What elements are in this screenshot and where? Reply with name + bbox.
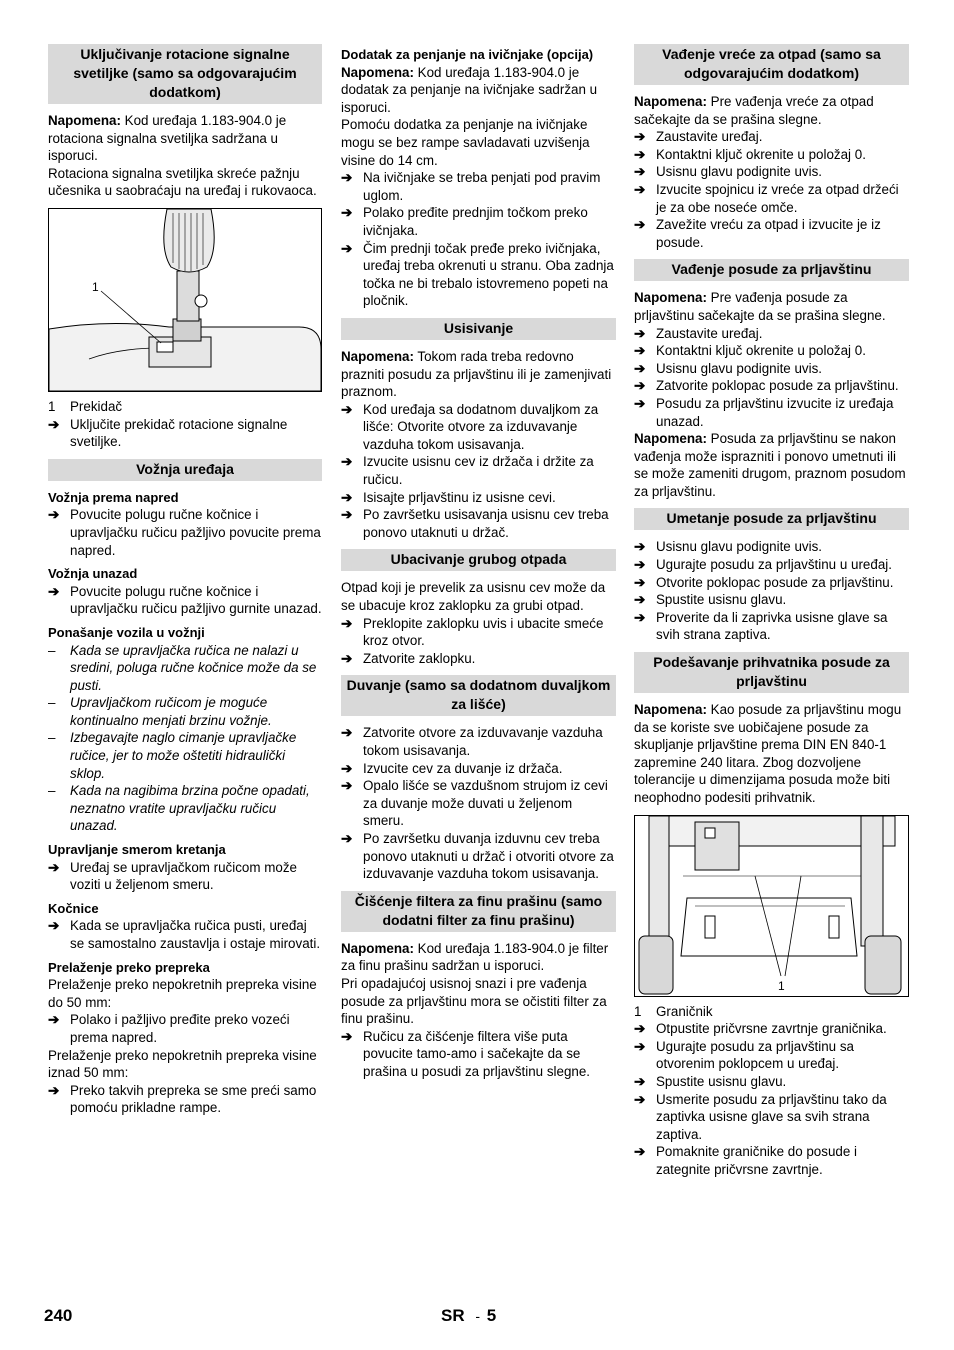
instruction-step: ➔ Spustite usisnu glavu. [634,592,787,608]
instruction-step: ➔ Izvucite usisnu cev iz držača i držite za ručicu. [341,454,594,488]
dash-item: – Kada na nagibima brzina počne opadati, neznatno vratite upravljačku ručicu unazad. [48,783,310,834]
instruction-step: ➔ Usisnu glavu podignite uvis. [634,539,822,555]
language-code: SR [441,1306,465,1325]
instruction-step: ➔ Uređaj se upravljačkom ručicom može voziti u željenom smeru. [48,859,297,893]
instruction-step: ➔ Zatvorite otvore za izduvavanje vazduha tokom usisavanja. [341,725,603,758]
figure-beacon-switch [48,208,322,392]
instruction-step: ➔ Ugurajte posudu za prljavštinu sa otvorenim poklopcem u uređaj. [634,1038,854,1072]
subheading: Kočnice [48,900,99,916]
instruction-step: ➔ Povucite polugu ručne kočnice i upravljačku ručicu pažljivo gurnite unazad. [48,583,322,617]
paragraph: Prelaženje preko nepokretnih prepreka visine do 50 mm: [48,977,317,1010]
instruction-step: ➔ Posudu za prljavštinu izvucite iz uređaja unazad. [634,395,894,429]
sub-page-number: 5 [486,1306,497,1325]
section-heading-insert-container: Umetanje posude za prljavštinu [634,508,909,530]
note: Napomena: Pre vađenja posude za prljavštinu sačekajte da se prašina slegne. [634,290,886,323]
instruction-step: ➔ Zatvorite poklopac posude za prljavštinu. [634,378,899,394]
paragraph: Prelaženje preko nepokretnih prepreka visine iznad 50 mm: [48,1047,317,1081]
note: Napomena: Pre vađenja vreće za otpad sačekajte da se prašina slegne. [634,94,874,127]
section-heading-blowing: Duvanje (samo sa dodatnom duvaljkom za lišće) [341,675,616,716]
instruction-step: ➔ Otvorite poklopac posude za prljavštinu. [634,574,894,590]
page-number: 240 [44,1306,73,1325]
dash-item: – Kada se upravljačka ručica ne nalazi u sredini, poluga ručne kočnice može da se pusti. [48,642,317,693]
container-receiver-illustration [635,816,908,996]
footer-language-page [441,1306,496,1326]
instruction-step: ➔ Usisnu glavu podignite uvis. [634,164,822,180]
instruction-step: ➔ Uključite prekidač rotacione signalne svetiljke. [48,416,288,450]
instruction-step: ➔ Ručicu za čišćenje filtera više puta povucite tamo-amo i sačekajte da se prašina u posudi za prljavštinu slegne. [341,1028,591,1079]
paragraph: Pomoću dodatka za penjanje na ivičnjake mogu se bez rampe savladavati uzvišenja visine do 14 cm. [341,117,590,168]
footer-separator: - [475,1308,481,1324]
paragraph: Rotaciona signalna svetiljka skreće pažnju učesnika u saobraćaju na uređaj i rukovaoca. [48,165,317,199]
figure-container-stops [634,815,909,997]
column-3 [634,44,909,1179]
instruction-step: ➔ Proverite da li zaprivka usisne glave sa svih strana zaptiva. [634,609,888,643]
section-heading-adjust-receiver: Podešavanje prihvatnika posude za prljavštinu [634,652,909,693]
instruction-step: ➔ Zatvorite zaklopku. [341,650,476,666]
instruction-step: ➔ Otpustite pričvrsne zavrtnje graničnika. [634,1021,887,1037]
instruction-step: ➔ Spustite usisnu glavu. [634,1073,787,1089]
note: Napomena: Posuda za prljavštinu se nakon vađenja može isprazniti i ponovo umetnuti ili se može zameniti drugom, praznom posudom za prljavštinu. [634,431,906,499]
figure-caption: 1 Prekidač [48,398,123,414]
section-heading-waste-bag: Vađenje vreće za otpad (samo sa odgovarajućim dodatkom) [634,44,909,85]
subheading-curb-climbing: Dodatak za penjanje na ivičnjake (opcija) [341,47,594,62]
instruction-step: ➔ Usmerite posudu za prljavštinu tako da zaptivka usisne glave sa svih strana zaptiva. [634,1091,887,1142]
instruction-step: ➔ Zaustavite uređaj. [634,325,763,341]
beacon-illustration [49,209,321,391]
instruction-step: ➔ Kontaktni ključ okrenite u položaj 0. [634,146,866,162]
section-heading-coarse-waste: Ubacivanje grubog otpada [341,549,616,571]
column-2 [341,44,616,1081]
note: Napomena: Kao posude za prljavštinu mogu da se koriste sve uobičajene posude za skupljanje prljavštine prema DIN EN 840-1 zapremine 240 litara. Zbog dozvoljene tolerancije u dimenzijama posuda može biti neophodno podesiti prihvatnik. [634,702,902,805]
paragraph: Otpad koji je prevelik za usisnu cev može da se ubacuje kroz zaklopku za grubi otpad. [341,580,606,614]
subheading: Vožnja unazad [48,566,138,582]
subheading: Prelaženje preko prepreka [48,959,210,975]
instruction-step: ➔ Povucite polugu ručne kočnice i upravljačku ručicu pažljivo povucite prema napred. [48,507,321,558]
instruction-step: ➔ Preklopite zaklopku uvis i ubacite smeće kroz otvor. [341,615,604,649]
figure-callout: 1 [778,978,785,993]
instruction-step: ➔ Zaustavite uređaj. [634,129,763,145]
note: Napomena: Kod uređaja 1.183-904.0 je rotaciona signalna svetiljka sadržana u isporuci. [48,113,287,164]
instruction-step: ➔ Po završetku usisavanja usisnu cev treba ponovo utaknuti u držač. [341,507,609,540]
paragraph: Pri opadajućoj usisnoj snazi i pre vađenja posude za prljavštinu mora se očistiti filter za finu prašinu. [341,975,607,1027]
subheading: Vožnja prema napred [48,489,179,505]
instruction-step: ➔ Pomaknite graničnike do posude i zategnite pričvrsne zavrtnje. [634,1144,857,1177]
note: Napomena: Tokom rada treba redovno prazniti posudu za prljavštinu ili je zamenjivati praznom. [341,348,612,400]
section-heading-fine-dust-filter: Čišćenje filtera za finu prašinu (samo dodatni filter za finu prašinu) [341,891,616,932]
note: Napomena: Kod uređaja 1.183-904.0 je dodatak za penjanje na ivičnjake sadržan u isporuci. [341,64,598,115]
instruction-step: ➔ Usisnu glavu podignite uvis. [634,360,822,376]
section-heading-remove-container: Vađenje posude za prljavštinu [634,259,909,281]
instruction-step: ➔ Po završetku duvanja izduvnu cev treba ponovo utaknuti u držač i otvoriti otvore za izduvavanje vazduha tokom usisavanja. [341,830,614,882]
instruction-step: ➔ Kod uređaja sa dodatnom duvaljkom za lišće: Otvorite otvore za izduvavanje vazduha tokom usisavanja. [341,401,599,452]
instruction-step: ➔ Izvucite spojnicu iz vreće za otpad držeći je za obe noseće omče. [634,181,899,215]
instruction-step: ➔ Zavežite vreću za otpad i izvucite je iz posude. [634,217,881,250]
column-1 [48,44,322,1117]
instruction-step: ➔ Na ivičnjake se treba penjati pod pravim uglom. [341,170,601,203]
instruction-step: ➔ Polako i pažljivo pređite preko vozeći prema napred. [48,1012,290,1045]
dash-item: – Upravljačkom ručicom je moguće kontinualno menjati brzinu vožnje. [48,695,272,728]
instruction-step: ➔ Opalo lišće se vazdušnom strujom iz cevi za duvanje može duvati u željenom smeru. [341,778,608,829]
note: Napomena: Kod uređaja 1.183-904.0 je filter za finu prašinu sadržan u isporuci. [341,940,609,974]
instruction-step: ➔ Preko takvih prepreka se sme preći samo pomoću prikladne rampe. [48,1082,317,1116]
instruction-step: ➔ Isisajte prljavštinu iz usisne cevi. [341,489,556,505]
figure-callout: 1 [92,279,99,294]
subheading: Upravljanje smerom kretanja [48,842,226,858]
instruction-step: ➔ Ugurajte posudu za prljavštinu u uređaj. [634,557,892,573]
figure-caption: 1 Graničnik [634,1003,713,1019]
section-heading-vacuuming: Usisivanje [341,318,616,340]
instruction-step: ➔ Polako pređite prednjim točkom preko ivičnjaka. [341,205,588,238]
instruction-step: ➔ Kontaktni ključ okrenite u položaj 0. [634,343,866,359]
section-heading-driving: Vožnja uređaja [48,459,322,481]
subheading: Ponašanje vozila u vožnji [48,624,205,640]
section-heading-rotating-beacon: Uključivanje rotacione signalne svetiljke (samo sa odgovarajućim dodatkom) [48,44,322,104]
instruction-step: ➔ Čim prednji točak pređe preko ivičnjaka, uređaj treba okrenuti u stranu. Oba zadnja točka ne bi trebalo istovremeno popeti na pločnik. [341,240,614,309]
dash-item: – Izbegavajte naglo cimanje upravljačke ručice, jer to može oštetiti hidraulički sklop. [48,730,297,781]
instruction-step: ➔ Kada se upravljačka ručica pusti, uređaj se samostalno zaustavlja i ostaje mirovati. [48,918,321,951]
instruction-step: ➔ Izvucite cev za duvanje iz držača. [341,760,563,776]
